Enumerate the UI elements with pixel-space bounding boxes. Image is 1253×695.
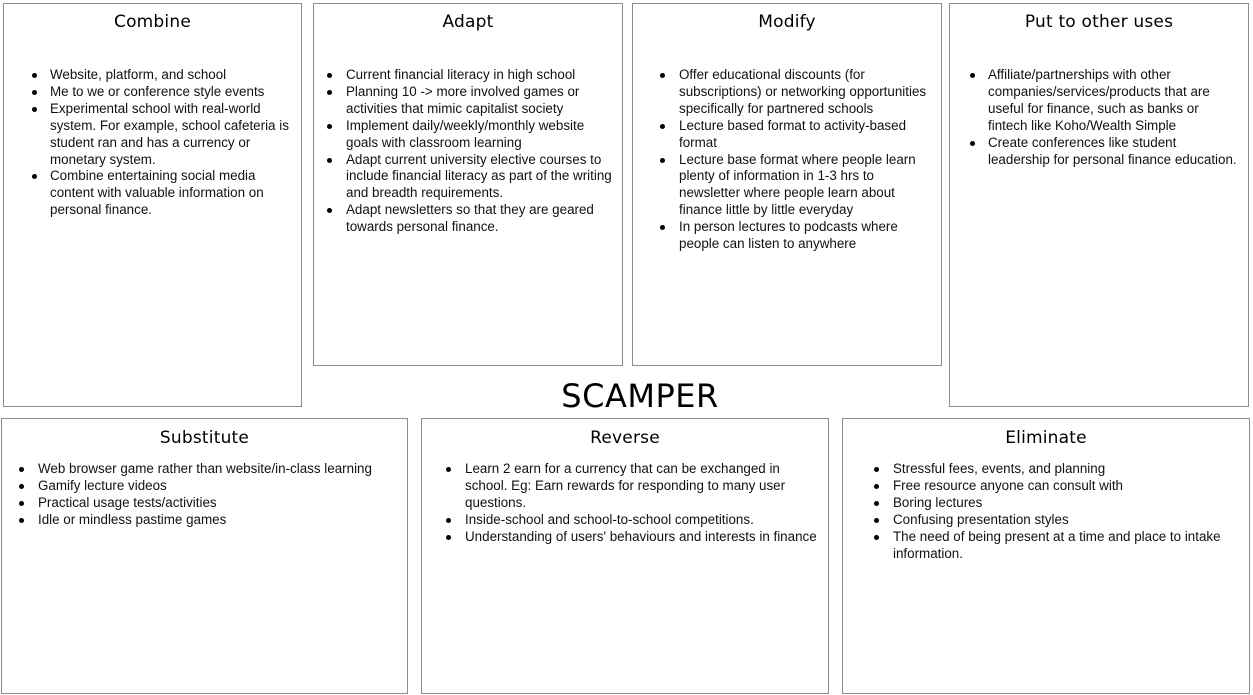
adapt-box — [313, 3, 623, 366]
list-item: Affiliate/partnerships with other companies/services/products that are useful for finance, such as banks or fintech like Koho/Wealth Simple — [988, 67, 1238, 135]
list-item: Lecture based format to activity-based format — [679, 118, 933, 152]
substitute-heading: Substitute — [159, 428, 250, 448]
modify-list — [633, 67, 941, 253]
list-item: Website, platform, and school — [50, 67, 291, 84]
combine-box — [3, 3, 302, 407]
adapt-heading: Adapt — [442, 12, 494, 32]
modify-box — [632, 3, 942, 366]
eliminate-box — [842, 418, 1250, 694]
list-item: Learn 2 earn for a currency that can be exchanged in school. Eg: Earn rewards for responding to many user questions. — [465, 461, 818, 512]
list-item: Current financial literacy in high school — [346, 67, 614, 84]
list-item: Understanding of users' behaviours and interests in finance — [465, 528, 817, 544]
put-to-other-uses-heading: Put to other uses — [1024, 12, 1174, 32]
list-item: Experimental school with real-world system. For example, school cafeteria is student ran and has a currency or monetary system. — [50, 101, 291, 169]
list-item: Idle or mindless pastime games — [38, 512, 377, 529]
list-item: Lecture base format where people learn plenty of information in 1-3 hrs to newsletter where people learn about finance little by little everyday — [679, 152, 933, 220]
list-item: Combine entertaining social media content with valuable information on personal finance. — [50, 168, 291, 219]
list-item: Free resource anyone can consult with — [893, 478, 1249, 495]
reverse-list — [422, 461, 828, 546]
list-item: Stressful fees, events, and planning — [893, 461, 1249, 478]
combine-list — [4, 67, 301, 219]
modify-heading: Modify — [758, 12, 816, 32]
diagram-title: SCAMPER — [561, 377, 719, 415]
reverse-box — [421, 418, 829, 694]
list-item: Web browser game rather than website/in-class learning — [38, 461, 377, 478]
substitute-list — [2, 461, 407, 529]
list-item: Inside-school and school-to-school competitions. — [465, 512, 818, 529]
eliminate-heading: Eliminate — [1005, 428, 1087, 448]
substitute-box — [1, 418, 408, 694]
list-item: Implement daily/weekly/monthly website goals with classroom learning — [346, 118, 614, 152]
eliminate-list — [843, 461, 1249, 562]
list-item: Me to we or conference style events — [50, 84, 291, 101]
list-item: Adapt newsletters so that they are geared towards personal finance. — [346, 202, 614, 236]
list-item: In person lectures to podcasts where people can listen to anywhere — [679, 219, 933, 253]
list-item: Offer educational discounts (for subscriptions) or networking opportunities specifically for partnered schools — [679, 67, 933, 118]
put-to-other-uses-box — [949, 3, 1249, 407]
list-item: Practical usage tests/activities — [38, 495, 377, 512]
put-to-other-uses-list — [950, 67, 1248, 168]
combine-heading: Combine — [114, 12, 191, 32]
list-item: Adapt current university elective courses to include financial literacy as part of the writing and breadth requirements. — [346, 152, 614, 203]
list-item: Gamify lecture videos — [38, 478, 377, 495]
list-item: Create conferences like student leadership for personal finance education. — [988, 134, 1237, 167]
list-item: Boring lectures — [893, 495, 1249, 512]
adapt-list — [314, 67, 622, 236]
list-item: Planning 10 -> more involved games or activities that mimic capitalist society — [346, 84, 614, 118]
reverse-heading: Reverse — [590, 428, 660, 448]
list-item: Confusing presentation styles — [893, 512, 1249, 529]
list-item: The need of being present at a time and place to intake information. — [893, 529, 1249, 563]
